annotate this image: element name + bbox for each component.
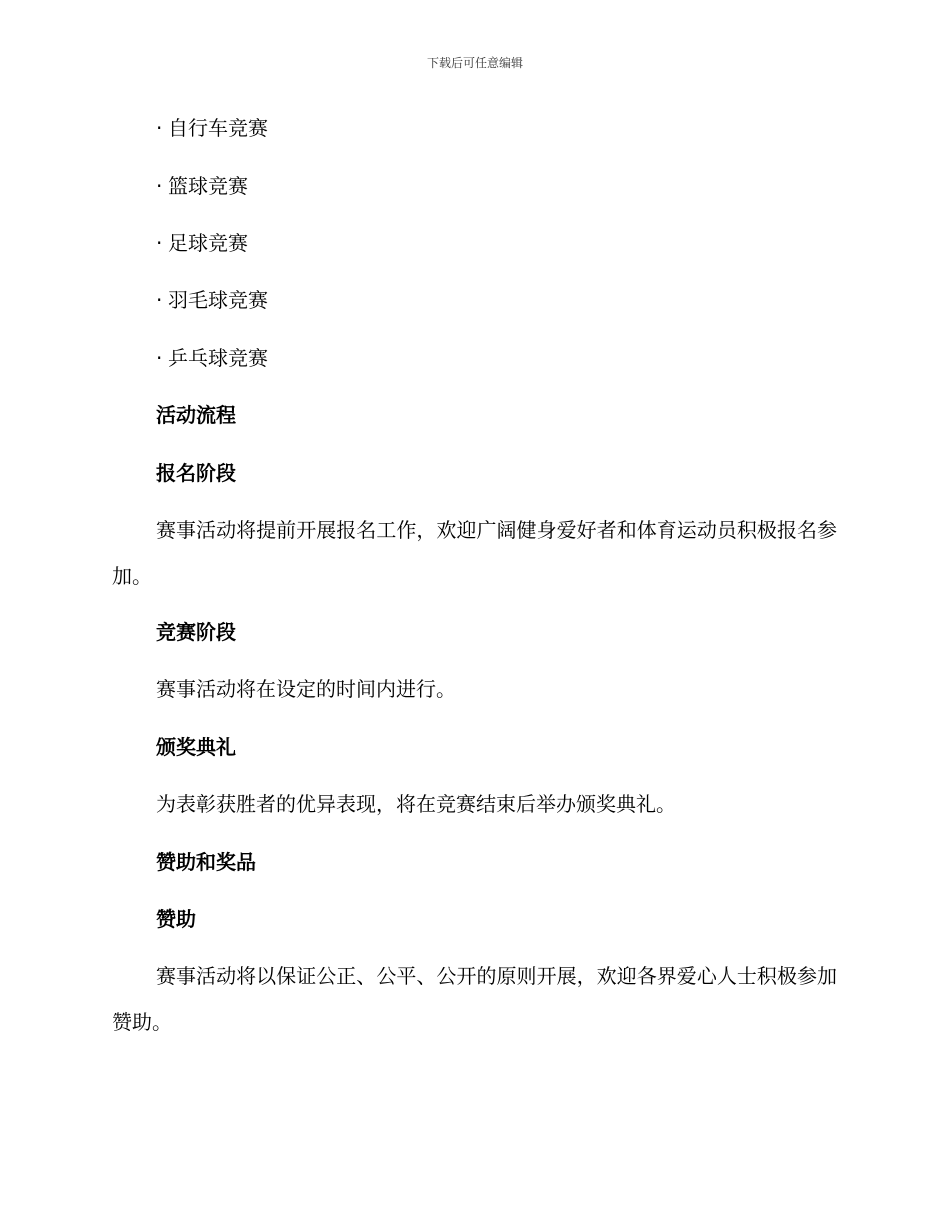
paragraph-sponsor: 赛事活动将以保证公正、公平、公开的原则开展，欢迎各界爱心人士积极参加赞助。 [112, 964, 837, 1034]
paragraph-competition: 赛事活动将在设定的时间内进行。 [156, 677, 456, 701]
bullet-label: 乒乓球竞赛 [168, 346, 268, 370]
bullet-label: 自行车竞赛 [168, 116, 268, 140]
bullet-marker: · [156, 174, 163, 198]
paragraph-registration: 赛事活动将提前开展报名工作，欢迎广阔健身爱好者和体育运动员积极报名参加。 [112, 518, 837, 588]
bullet-marker: · [156, 288, 163, 312]
section-heading-award: 颁奖典礼 [156, 735, 236, 759]
bullet-item-basketball [156, 172, 248, 200]
bullet-marker: · [156, 346, 163, 370]
bullet-marker: · [156, 116, 163, 140]
bullet-label: 篮球竞赛 [168, 174, 248, 198]
section-heading-registration: 报名阶段 [156, 461, 236, 485]
bullet-label: 羽毛球竞赛 [168, 288, 268, 312]
section-heading-sponsor: 赞助 [156, 907, 196, 931]
bullet-label: 足球竞赛 [168, 231, 248, 255]
bullet-item-football [156, 229, 248, 257]
section-heading-process: 活动流程 [156, 403, 236, 427]
section-heading-sponsor-prizes: 赞助和奖品 [156, 850, 256, 874]
section-heading-competition: 竞赛阶段 [156, 620, 236, 644]
bullet-item-badminton [156, 286, 268, 314]
paragraph-award: 为表彰获胜者的优异表现，将在竞赛结束后举办颁奖典礼。 [156, 792, 676, 816]
bullet-item-cycling [156, 114, 268, 142]
page-header: 下载后可任意编辑 [426, 56, 523, 70]
bullet-marker: · [156, 231, 163, 255]
bullet-item-table-tennis [156, 344, 268, 372]
